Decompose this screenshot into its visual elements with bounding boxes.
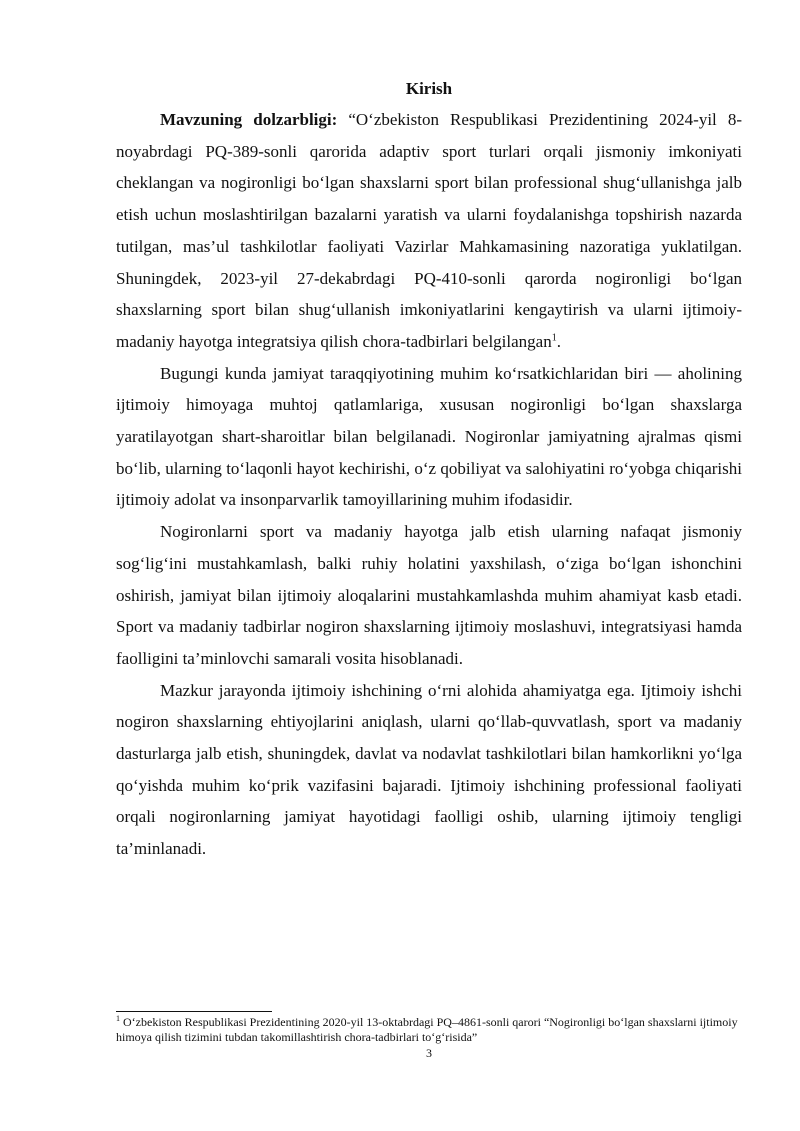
paragraph-society: Bugungi kunda jamiyat taraqqiyotining muhim koʻrsatkichlaridan biri — aholining ijtimoiy himoyaga muhtoj qatlamlariga, xususan nogironligi boʻlgan shaxslarga yaratilayotgan shart-sharoitlar bilan belgilanadi. Nogironlar jamiyatning ajralmas qismi boʻlib, ularning toʻlaqonli hayot kechirishi, oʻz qobiliyat va salohiyatini roʻyobga chiqarishi ijtimoiy adolat va insonparvarlik tamoyillarining muhim ifodasidir. [116, 363, 742, 510]
footnote [116, 1015, 746, 1045]
paragraph-social-worker: Mazkur jarayonda ijtimoiy ishchining oʻrni alohida ahamiyatga ega. Ijtimoiy ishchi nogiron shaxslarning ehtiyojlarini aniqlash, ularni qoʻllab-quvvatlash, sport va madaniy dasturlarga jalb etish, shuningdek, davlat va nodavlat tashkilotlari bilan hamkorlikni yoʻlga qoʻyishda muhim koʻprik vazifasini bajaradi. Ijtimoiy ishchining professional faoliyati orqali nogironlarning jamiyat hayotidagi faolligi oshib, ularning ijtimoiy tengligi ta’minlanadi. [116, 680, 742, 859]
relevance-end: . [556, 331, 561, 351]
footnote-reference[interactable]: 1 [551, 332, 557, 344]
body-text [116, 104, 742, 865]
footnote-separator [116, 1011, 272, 1012]
relevance-text: “Oʻzbekiston Respublikasi Prezidentining 2024-yil 8-noyabrdagi PQ-389-sonli qarorida adaptiv sport turlari orqali jismoniy imkoniyati cheklangan va nogironligi boʻlgan shaxslarni sport bilan professional shugʻullanishga jalb etish uchun moslashtirilgan bazalarni yaratish va ularni foydalanishga topshirish nazarda tutilgan, mas’ul tashkilotlar faoliyati Vazirlar Mahkamasining nazoratiga yuklatilgan. Shuningdek, 2023-yil 27-dekabrdagi PQ-410-sonli qarorda nogironligi boʻlgan shaxslarning sport bilan shugʻullanish imkoniyatlarini kengaytirish va ularni ijtimoiy-madaniy hayotga integratsiya qilish chora-tadbirlari belgilangan [116, 110, 742, 351]
relevance-lead: Mavzuning dolzarbligi: [160, 110, 338, 129]
section-heading: Kirish [405, 79, 453, 98]
footnote-text: Oʻzbekiston Respublikasi Prezidentining 2020-yil 13-oktabrdagi PQ–4861-sonli qarori “Nogironligi boʻlgan shaxslarni ijtimoiy himoya qilish tizimini tubdan takomillashtirish chora-tadbirlari toʻgʻrisida” [116, 1015, 738, 1044]
paragraph-sport-culture: Nogironlarni sport va madaniy hayotga jalb etish ularning nafaqat jismoniy sogʻligʻini mustahkamlash, balki ruhiy holatini yaxshilash, oʻziga boʻlgan ishonchini oshirish, jamiyat bilan ijtimoiy aloqalarini mustahkamlashda muhim ahamiyat kasb etadi. Sport va madaniy tadbirlar nogiron shaxslarning ijtimoiy moslashuvi, integratsiyasi hamda faolligini ta’minlovchi samarali vosita hisoblanadi. [116, 522, 742, 668]
footnote-marker: 1 [116, 1014, 120, 1023]
paragraph-relevance [116, 104, 742, 358]
page-number: 3 [426, 1046, 432, 1060]
